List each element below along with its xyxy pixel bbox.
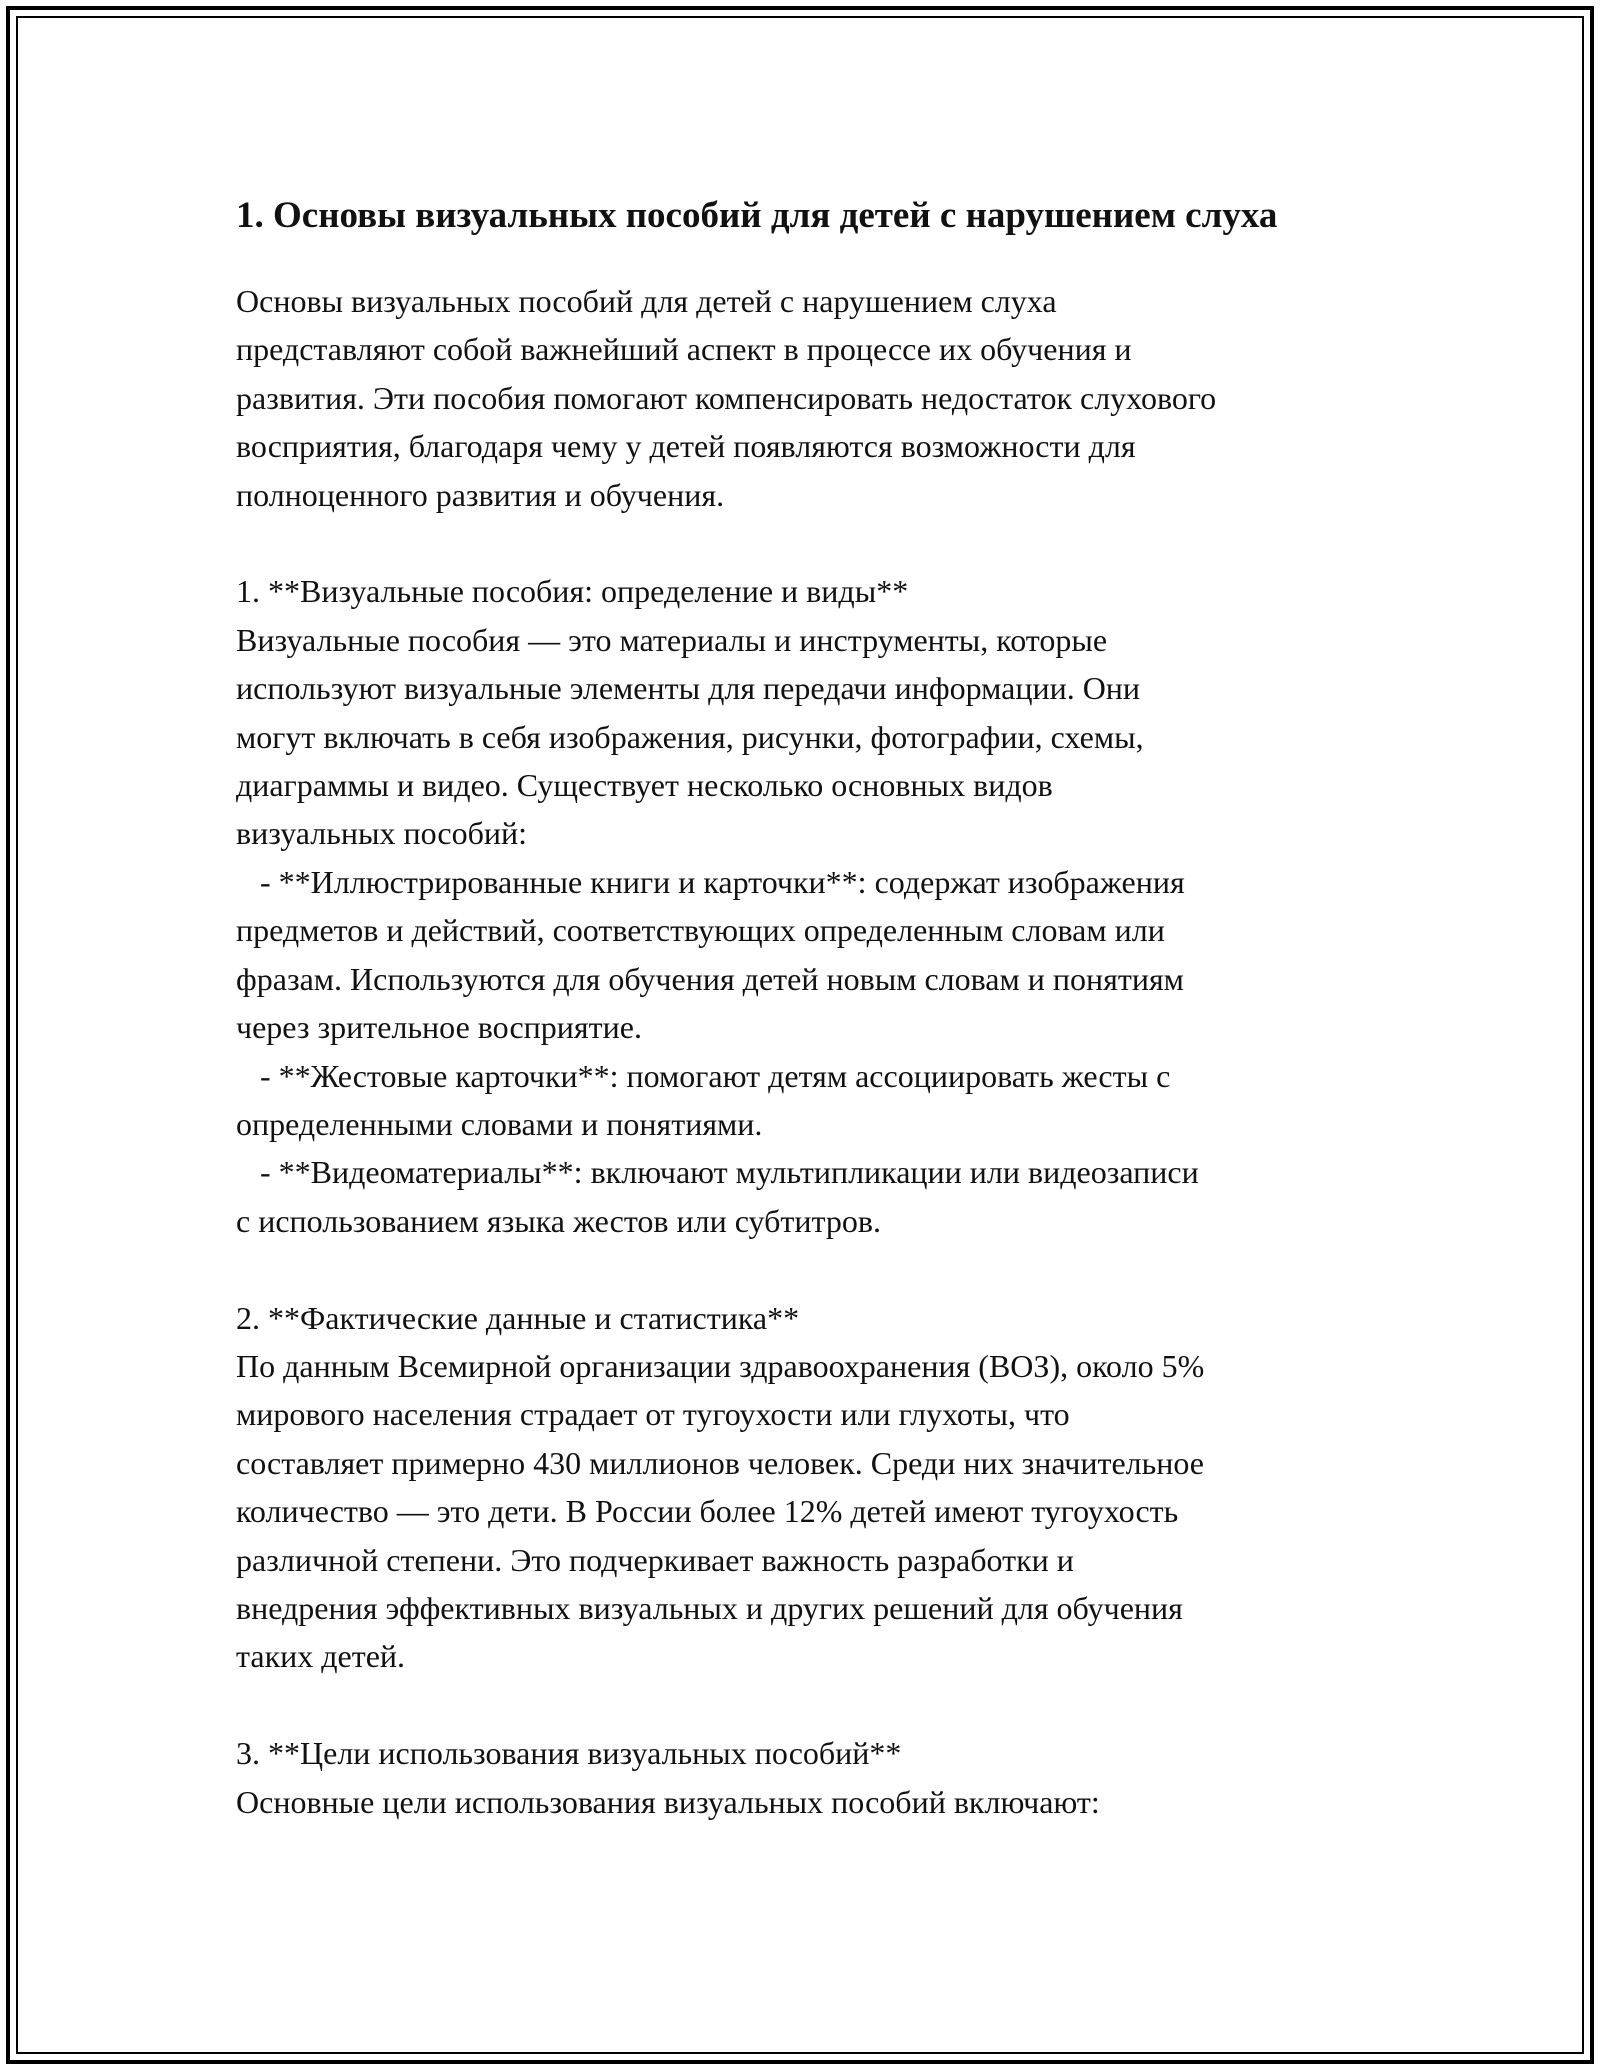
section-title: 1. Основы визуальных пособий для детей с нарушением слуха [236, 195, 1278, 236]
section-text: Основы визуальных пособий для детей с нарушением слуха представляют собой важнейший аспект в процессе их обучения и развития. Эти пособия помогают компенсировать недостаток слухового восприятия, благодаря чему у детей появляются возможности для полноценного развития и обучения. 1. **Визуальные пособия: определение и виды** Визуальные пособия — это материалы и инструменты, которые используют визуальные элементы для передачи информации. Они могут включать в себя изображения, рисунки, фотографии, схемы, диаграммы и видео. Существует несколько основных видов визуальных пособий: - **Иллюстрированные книги и карточки**: содержат изображения предметов и действий, соответствующих определенным словам или фразам. Используются для обучения детей новым словам и понятиям через зрительное восприятие. - **Жестовые карточки**: помогают детям ассоциировать жесты с определенными словами и понятиями. - **Видеоматериалы**: включают мультипликации или видеозаписи с использованием языка жестов или субтитров. 2. **Фактические данные и статистика** По данным Всемирной организации здравоохранения (ВОЗ), около 5% мирового населения страдает от тугоухости или глухоты, что составляет примерно 430 миллионов человек. Среди них значительное количество — это дети. В России более 12% детей имеют тугоухость различной степени. Это подчеркивает важность разработки и внедрения эффективных визуальных и других решений для обучения таких детей. 3. **Цели использования визуальных пособий** Основные цели использования визуальных пособий включают: [236, 283, 1217, 1820]
document-page [236, 188, 1386, 1826]
